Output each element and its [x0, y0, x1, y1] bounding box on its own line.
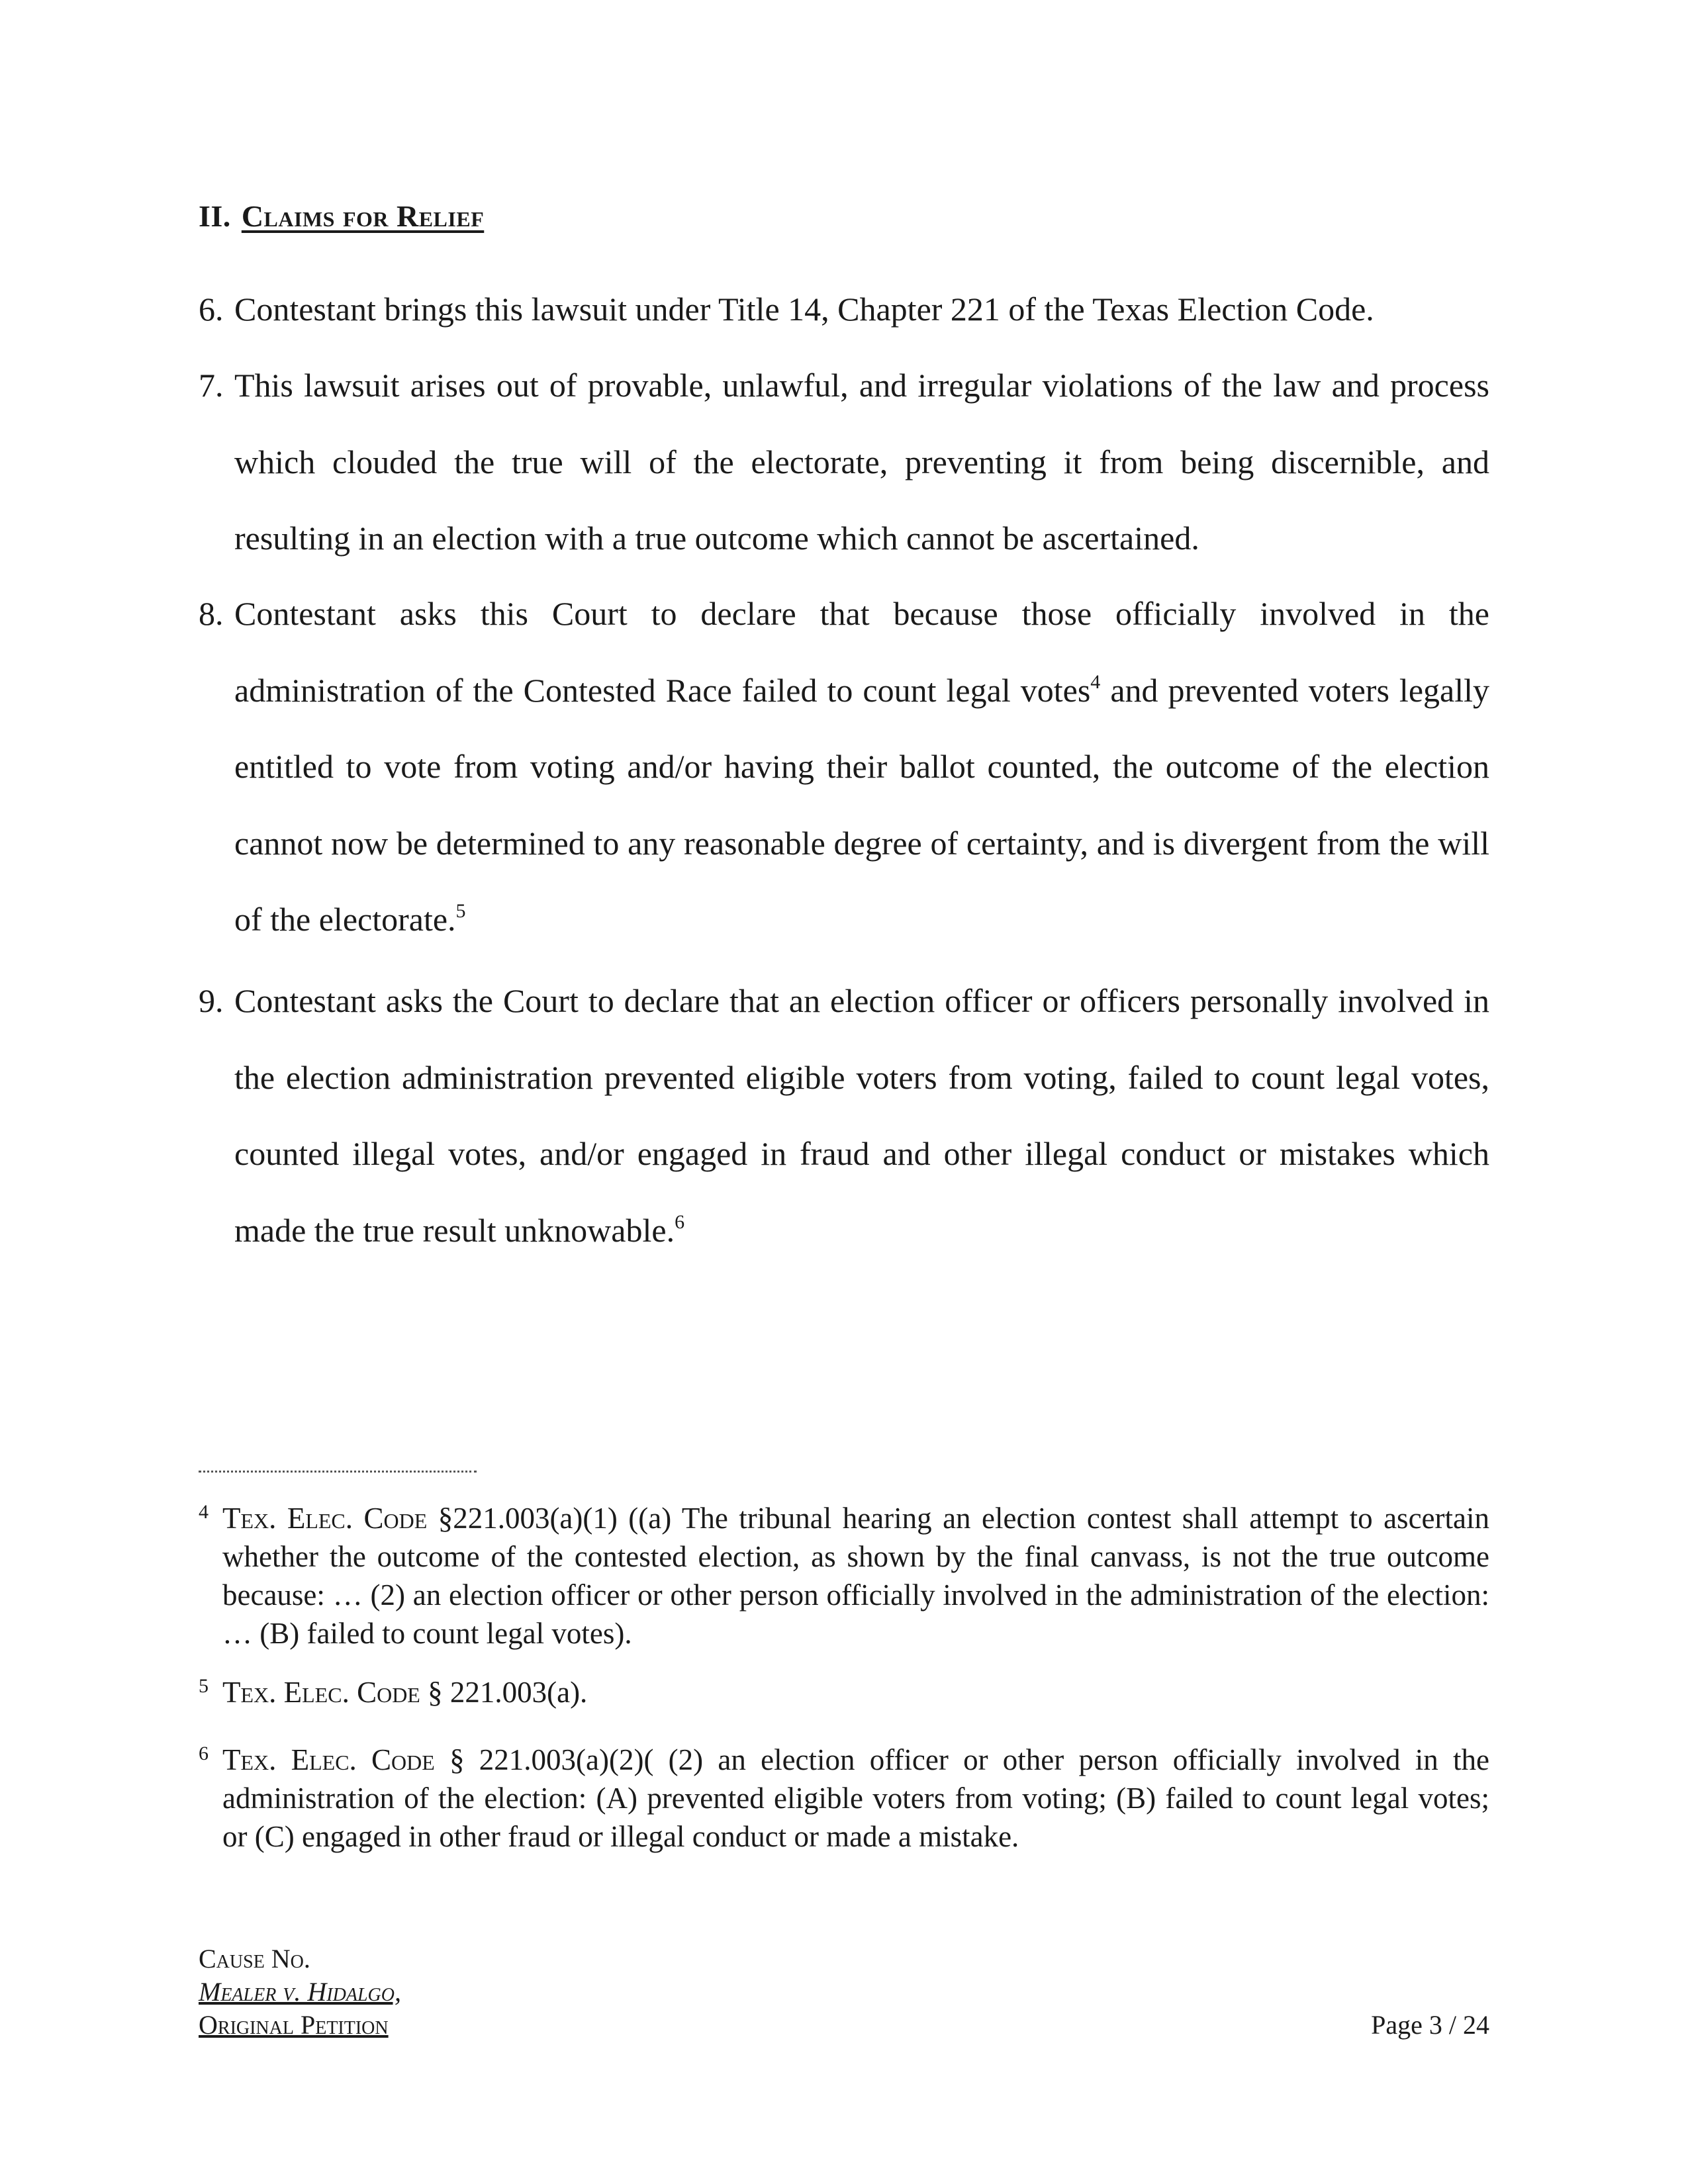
section-heading: [199, 199, 484, 234]
footnote-body: § 221.003(a).: [420, 1676, 588, 1709]
footnote-text: [222, 1499, 1489, 1653]
paragraph-9: [199, 963, 1489, 1269]
footnote-separator: [199, 1471, 477, 1473]
paragraph-text-part: and prevented voters legally entitled to vote from voting and/or having their ballot counted, the outcome of the election cannot now be determined to any reasonable degree of certainty, and is divergent from the will of the electorate.: [234, 671, 1489, 938]
footer-cause-number: Cause No.: [199, 1944, 310, 1974]
footnote-5: [199, 1673, 1489, 1711]
footnote-citation: Tex. Elec. Code: [222, 1676, 420, 1709]
paragraph-6: [199, 271, 1489, 348]
footnote-body: § 221.003(a)(2)( (2) an election officer or other person officially involved in the administration of the election: (A) prevented eligible voters from voting; (B) failed to count legal votes; or (C) engaged in other fraud or illegal conduct or made a mistake.: [222, 1743, 1489, 1853]
footnote-reference[interactable]: 5: [455, 900, 466, 923]
footer-document-title: Original Petition: [199, 2010, 389, 2040]
paragraph-text-part: Contestant asks the Court to declare that an election officer or officers personally involved in the election administration prevented eligible voters from voting, failed to count legal votes, counted illegal votes, and/or engaged in fraud and other illegal conduct or mistakes which made the true result unknowable.: [234, 982, 1489, 1249]
section-title: Claims for Relief: [241, 199, 485, 233]
page-number: Page 3 / 24: [1371, 2010, 1489, 2040]
footnote-number: 4: [199, 1501, 209, 1523]
footnote-citation: Tex. Elec. Code: [222, 1502, 428, 1535]
footnote-body: §221.003(a)(1) ((a) The tribunal hearing an election contest shall attempt to ascertain whether the outcome of the contested election, as shown by the final canvass, is not the true outcome because: … (2) an election officer or other person officially involved in the administration of the election: … (B) failed to count legal votes).: [222, 1502, 1489, 1650]
footnote-text: [222, 1741, 1489, 1856]
section-number: II.: [199, 199, 231, 233]
footnote-number: 5: [199, 1675, 209, 1697]
footer-case-name: Mealer v. Hidalgo,: [199, 1977, 401, 2007]
paragraph-number: 9.: [199, 982, 224, 1019]
footer-caption: [199, 1942, 401, 2042]
paragraph-number: 8.: [199, 595, 224, 632]
paragraph-text-part: Contestant asks this Court to declare that because those officially involved in the administration of the Contested Race failed to count legal votes: [234, 595, 1489, 709]
footnote-number: 6: [199, 1743, 209, 1764]
paragraph-text: This lawsuit arises out of provable, unlawful, and irregular violations of the law and process which clouded the true will of the electorate, preventing it from being discernible, and resulting in an election with a true outcome which cannot be ascertained.: [234, 367, 1489, 557]
paragraph-7: [199, 347, 1489, 577]
footnote-4: [199, 1499, 1489, 1653]
paragraph-text: [234, 963, 1489, 1269]
footnote-reference[interactable]: 4: [1090, 670, 1101, 693]
paragraph-number: 7.: [199, 367, 224, 404]
footnote-6: [199, 1741, 1489, 1856]
footnote-text: [222, 1673, 1489, 1711]
paragraph-8: [199, 576, 1489, 958]
paragraph-number: 6.: [199, 291, 224, 328]
footnote-reference[interactable]: 6: [675, 1210, 685, 1233]
paragraph-text: Contestant brings this lawsuit under Title 14, Chapter 221 of the Texas Election Code.: [234, 291, 1374, 328]
footnote-citation: Tex. Elec. Code: [222, 1743, 435, 1776]
paragraph-text: [234, 576, 1489, 958]
